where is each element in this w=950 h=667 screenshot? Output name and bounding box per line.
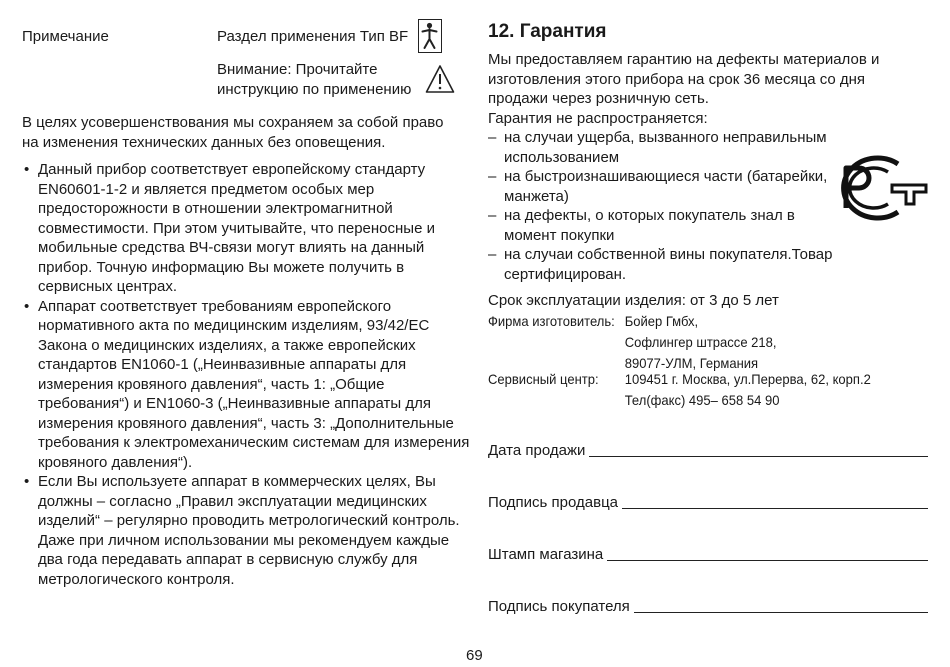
seller-signature-field[interactable] [488, 493, 928, 513]
store-stamp-line[interactable] [607, 560, 928, 561]
bullet-emc: • Данный прибор соответствует европейскому стандарту EN60601-1-2 и является предметом особых мер предосторожности в отношении электромагнитной совместимости. При этом учитывайте, что переносные и мобильные средства ВЧ-связи могут влиять на данный прибор. Точную информацию Вы можете получить в сервисных центрах. [22, 160, 472, 297]
type-bf-person-icon [418, 19, 442, 53]
service-center-line: 109451 г. Москва, ул.Перерва, 62, корп.2 [624, 371, 871, 387]
manufacturer-line: 89077-УЛМ, Германия [624, 355, 759, 371]
sale-date-line[interactable] [589, 456, 928, 457]
exclusion-item: – на дефекты, о которых покупатель знал в момент покупки [488, 206, 833, 245]
warranty-statement: Мы предоставляем гарантию на дефекты материалов и изготовления этого прибора на срок 36 месяца со дня продажи через розничную сеть. [488, 51, 880, 107]
sale-date-label: Дата продажи [488, 442, 586, 459]
exclusions-list [488, 128, 833, 284]
buyer-signature-label: Подпись покупателя [488, 598, 630, 615]
store-stamp-field[interactable] [488, 545, 928, 565]
manufacturer-block [488, 311, 777, 374]
store-stamp-label: Штамп магазина [488, 546, 604, 563]
exclusion-item: – на случаи ущерба, вызванного неправильным использованием [488, 128, 833, 167]
manufacturer-address [625, 311, 777, 374]
bullet-standards: • Аппарат соответствует требованиям европейского нормативного акта по медицинским изделиям, 93/42/EC Закона о медицинских изделиях, а также европейских стандартов EN1060-1 („Неинвазивные аппараты для измерения кровяного давления“, часть 1: „Общие требования“) и EN1060-3 („Неинвазивные аппараты для измерения кровяного давления“, часть 3: „Дополнительные требования к электромеханическим системам для измерения кровяного давления“). [22, 297, 472, 473]
warning-triangle-icon [425, 64, 455, 94]
page-number: 69 [466, 647, 483, 664]
manufacturer-line: Софлингер штрассе 218, [624, 334, 777, 350]
service-life: Срок эксплуатации изделия: от 3 до 5 лет [488, 292, 779, 309]
type-bf-label: Раздел применения Тип BF [217, 28, 409, 45]
exclusion-item: – на случаи собственной вины покупателя.Товар сертифицирован. [488, 245, 833, 284]
service-center-line: Тел(факс) 495– 658 54 90 [624, 392, 780, 408]
seller-signature-line[interactable] [622, 508, 928, 509]
service-center-label: Сервисный центр: [488, 371, 599, 387]
disclaimer-text: В целях усовершенствования мы сохраняем за собой право на изменения технических данных без оповещения. [22, 114, 444, 151]
service-center-block [488, 369, 871, 411]
buyer-signature-line[interactable] [634, 612, 928, 613]
exclusions-heading: Гарантия не распространяется: [488, 109, 708, 127]
manufacturer-label: Фирма изготовитель: [488, 313, 615, 329]
note-label: Примечание [22, 28, 109, 45]
service-center-address [625, 369, 871, 411]
rst-certification-logo [826, 152, 930, 224]
warranty-intro [488, 50, 908, 128]
warning-text [217, 60, 411, 99]
bullet-metrology: • Если Вы используете аппарат в коммерческих целях, Вы должны – согласно „Правил эксплуатации медицинских изделий“ – регулярно проводить метрологический контроль. Даже при личном использовании мы рекомендуем каждые два года передавать аппарат в сервисную службу для метрологического контроля. [22, 472, 472, 589]
compliance-bullet-list [22, 160, 472, 589]
exclusion-item: – на быстроизнашивающиеся части (батарейки, манжета) [488, 167, 833, 206]
sale-date-field[interactable] [488, 441, 928, 461]
section-title: 12. Гарантия [488, 21, 607, 42]
warning-line-2: инструкцию по применению [217, 80, 412, 98]
buyer-signature-field[interactable] [488, 597, 928, 617]
manufacturer-line: Бойер Гмбх, [624, 313, 699, 329]
warning-line-1: Внимание: Прочитайте [217, 61, 378, 78]
seller-signature-label: Подпись продавца [488, 494, 619, 511]
